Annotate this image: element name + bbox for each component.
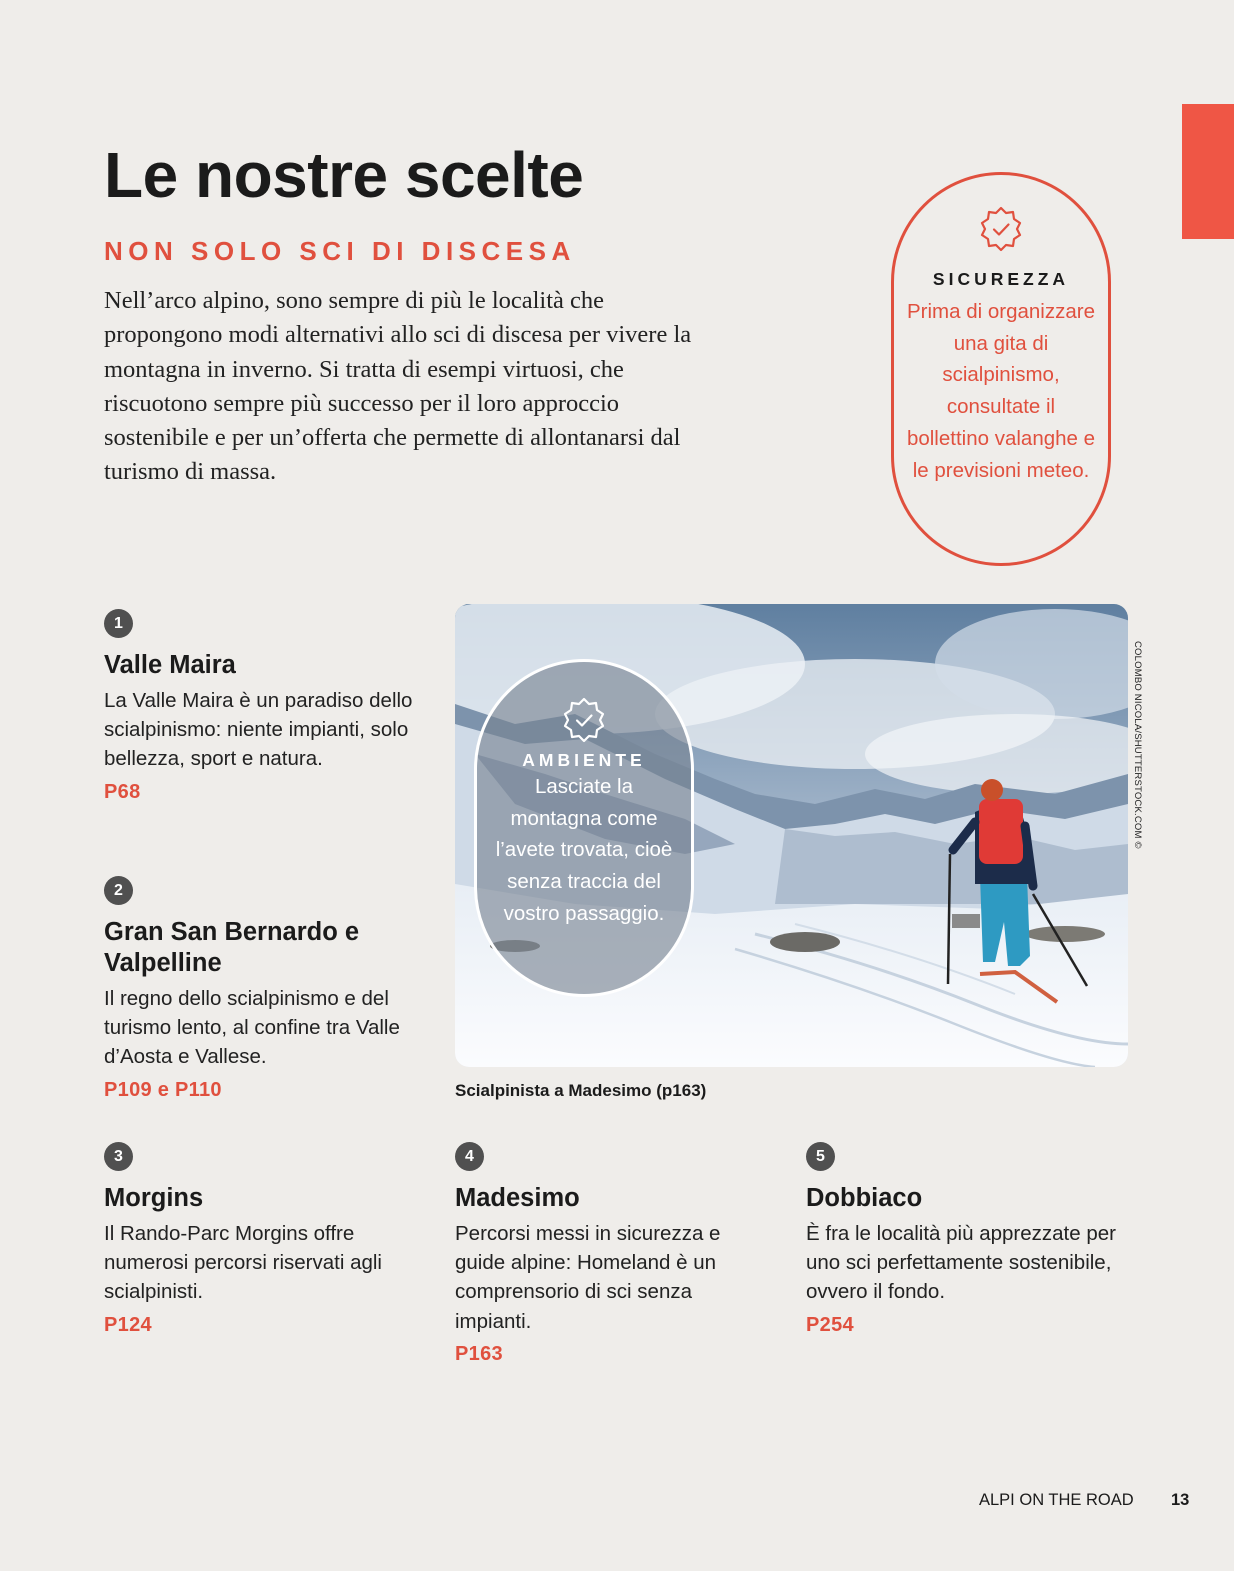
- chapter-tab-marker: [1182, 104, 1234, 239]
- check-badge-icon: [560, 696, 608, 744]
- pick-gran-san-bernardo: [104, 876, 400, 1102]
- pick-description: Percorsi messi in sicurezza e guide alpine: Homeland è un comprensorio di sci senza impianti.: [455, 1222, 721, 1333]
- page-title: Le nostre scelte: [104, 139, 584, 211]
- environment-callout-title: AMBIENTE: [522, 750, 646, 770]
- environment-callout-text: Lasciate la montagna come l’avete trovata, cioè senza traccia del vostro passaggio.: [495, 775, 673, 925]
- pick-description: La Valle Maira è un paradiso dello scialpinismo: niente impianti, solo bellezza, sport e natura.: [104, 689, 413, 771]
- pick-number-badge: 4: [455, 1142, 484, 1171]
- pick-number-badge: 3: [104, 1142, 133, 1171]
- environment-callout: [474, 659, 694, 997]
- pick-name: Dobbiaco: [806, 1184, 923, 1212]
- page-number: 13: [1171, 1491, 1190, 1509]
- pick-page-reference: P68: [104, 780, 141, 803]
- safety-callout-title: SICUREZZA: [932, 269, 1070, 289]
- check-badge-icon: [977, 205, 1025, 253]
- running-title: ALPI ON THE ROAD: [979, 1491, 1134, 1509]
- pick-number-badge: 5: [806, 1142, 835, 1171]
- pick-description: È fra le località più apprezzate per uno sci perfettamente sostenibile, ovvero il fondo.: [806, 1222, 1116, 1304]
- section-subtitle: NON SOLO SCI DI DISCESA: [104, 236, 576, 266]
- pick-dobbiaco: [806, 1142, 1146, 1337]
- pick-name: Gran San Bernardo e Valpelline: [104, 918, 360, 977]
- pick-page-reference: P163: [455, 1342, 503, 1365]
- photo-caption: Scialpinista a Madesimo (p163): [455, 1081, 707, 1100]
- pick-page-reference: P109 e P110: [104, 1078, 222, 1101]
- pick-description: Il Rando-Parc Morgins offre numerosi percorsi riservati agli scialpinisti.: [104, 1222, 382, 1304]
- pick-number-badge: 1: [104, 609, 133, 638]
- safety-callout: [891, 172, 1111, 566]
- pick-name: Valle Maira: [104, 651, 236, 679]
- pick-number-badge: 2: [104, 876, 133, 905]
- pick-valle-maira: [104, 609, 434, 804]
- pick-madesimo: [455, 1142, 745, 1366]
- photo-credit: COLOMBO NICOLA/SHUTTERSTOCK.COM ©: [1132, 641, 1143, 849]
- safety-callout-text: Prima di organizzare una gita di scialpinismo, consultate il bollettino valanghe e le previsioni meteo.: [906, 300, 1096, 482]
- pick-page-reference: P254: [806, 1313, 854, 1336]
- pick-name: Morgins: [104, 1184, 204, 1212]
- pick-morgins: [104, 1142, 434, 1337]
- pick-description: Il regno dello scialpinismo e del turismo lento, al confine tra Valle d’Aosta e Vallese.: [104, 987, 400, 1069]
- pick-name: Madesimo: [455, 1184, 580, 1212]
- pick-page-reference: P124: [104, 1313, 152, 1336]
- intro-paragraph: Nell’arco alpino, sono sempre di più le località che propongono modi alternativi allo sci di discesa per vivere la montagna in inverno. Si tratta di esempi virtuosi, che riscuotono sempre più successo per il loro approccio sostenibile e per un’offerta che permette di allontanarsi dal turismo di massa.: [104, 287, 692, 486]
